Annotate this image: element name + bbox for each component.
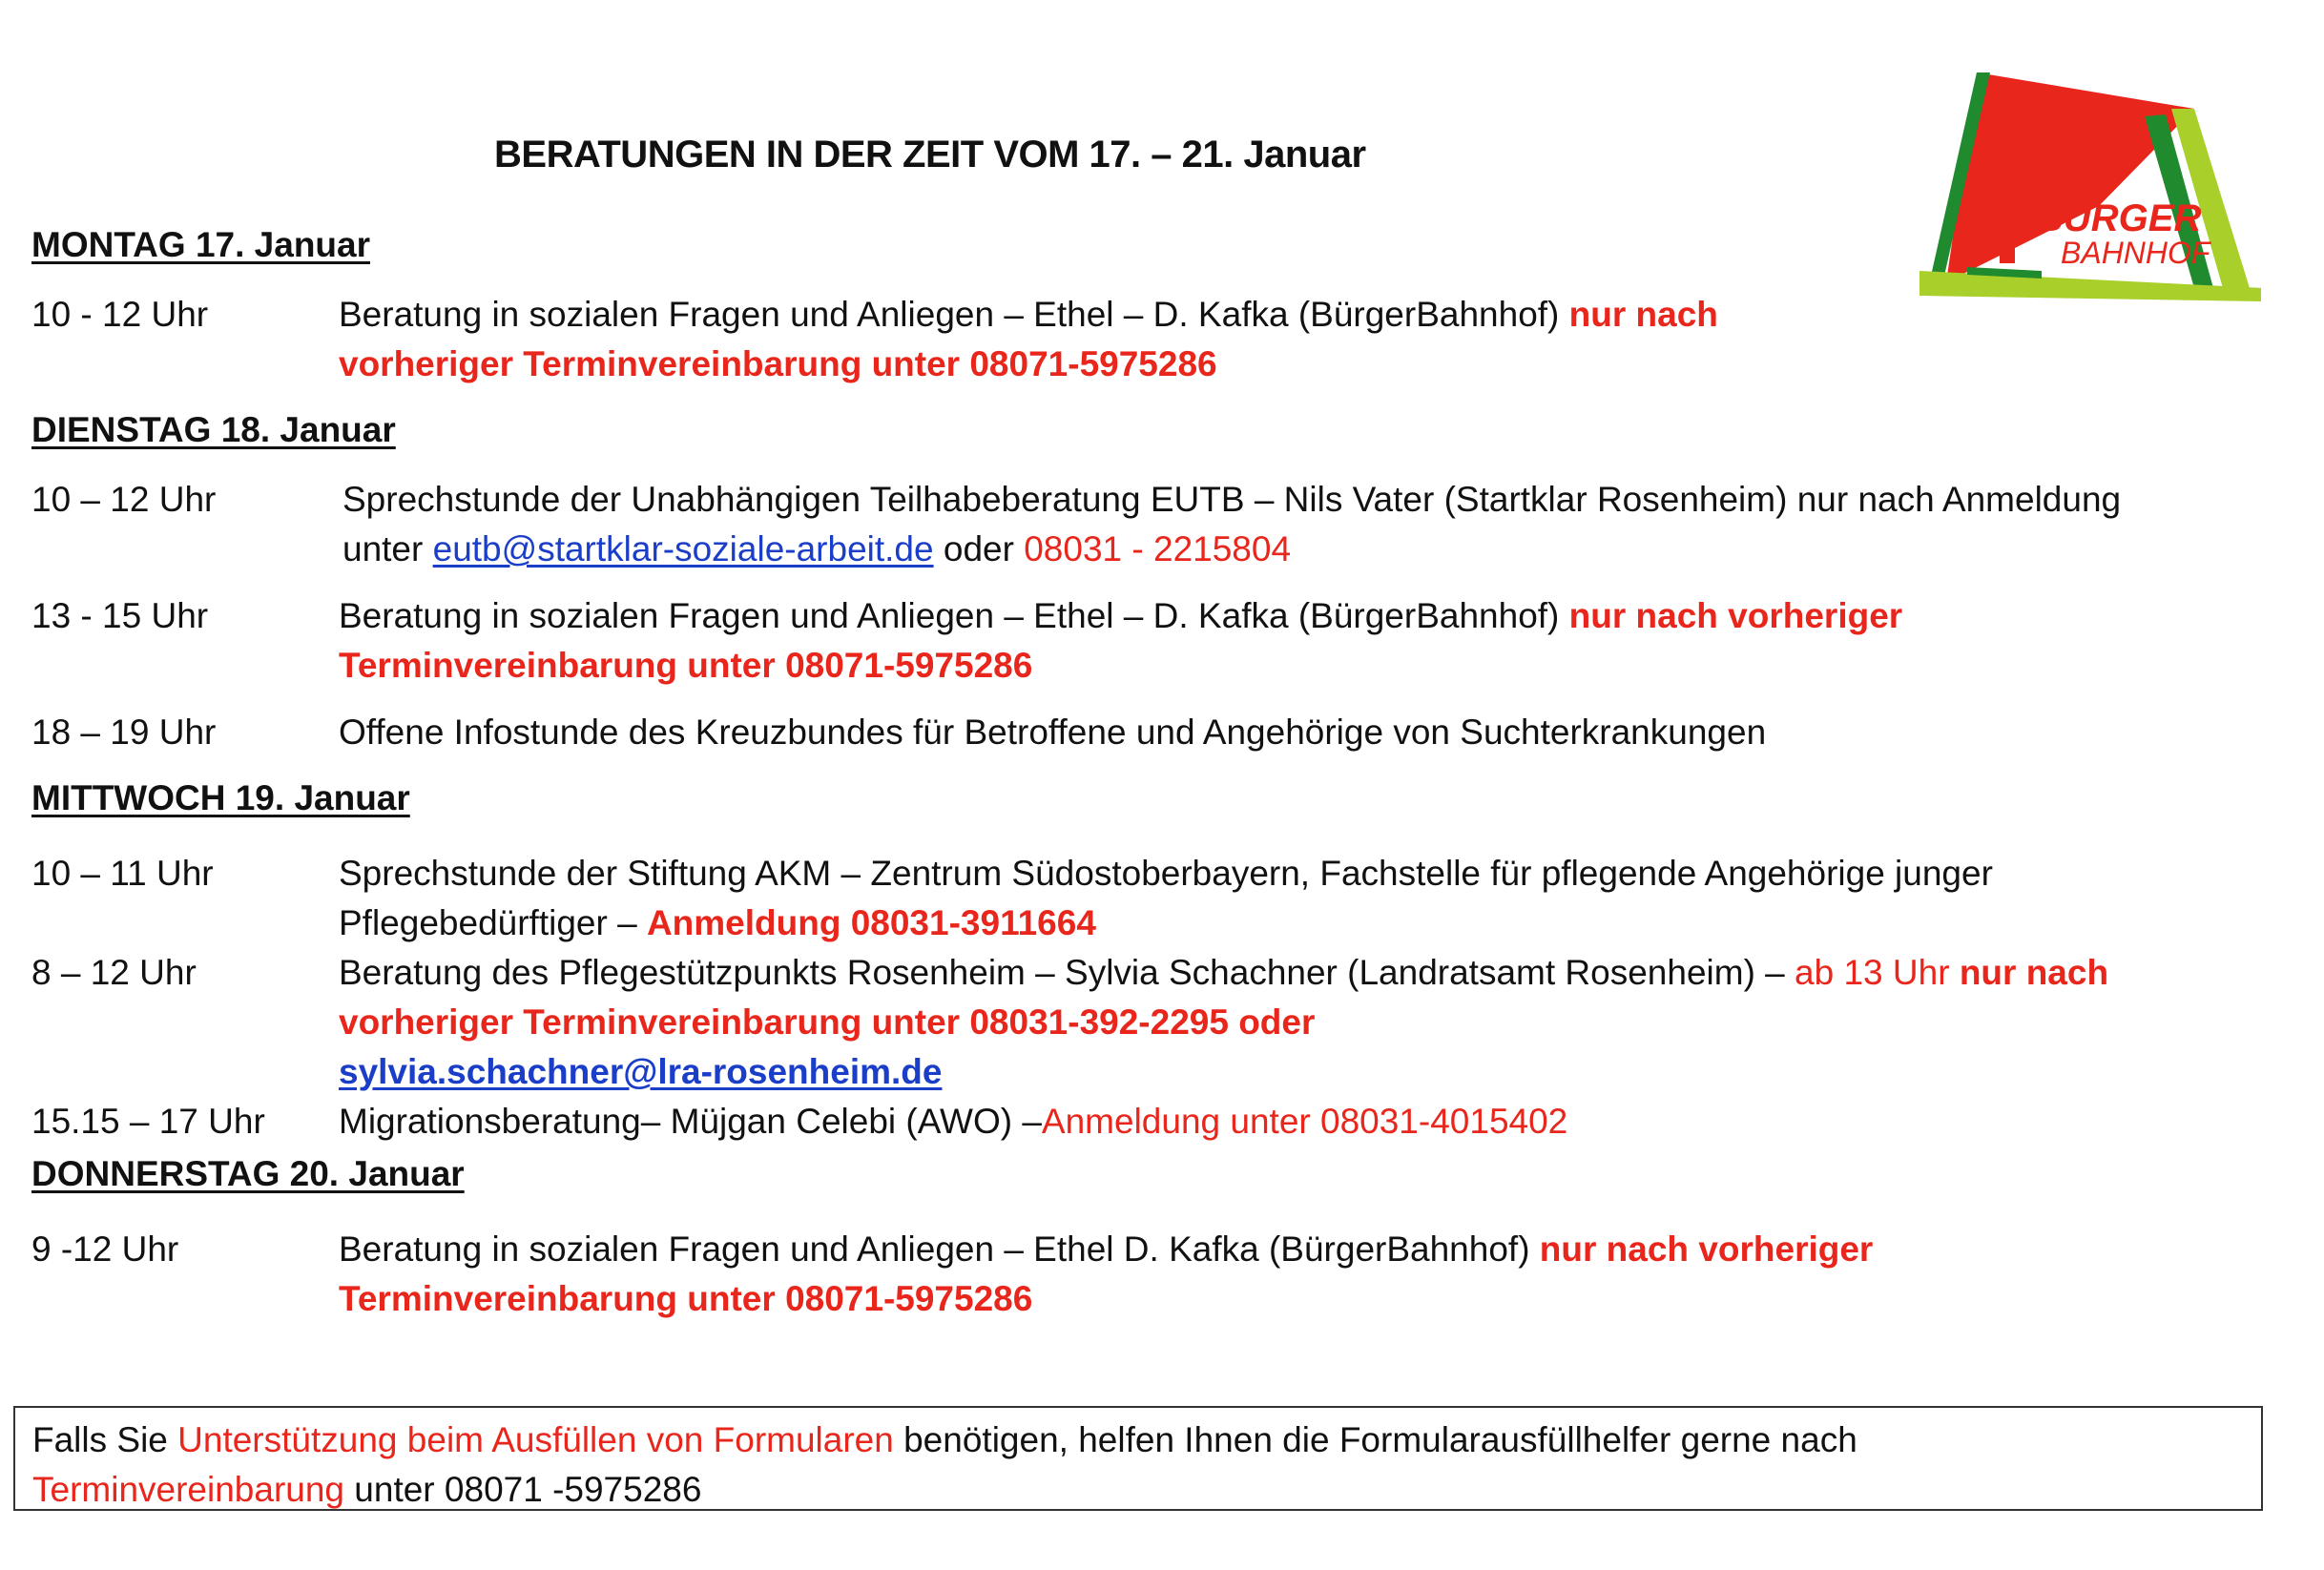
entry-note: nur nach vorheriger <box>1539 1229 1874 1269</box>
entry-description <box>342 475 2231 574</box>
entry-time: 10 - 12 Uhr <box>31 295 209 334</box>
entry-description <box>339 591 2228 691</box>
entry-time: 13 - 15 Uhr <box>31 596 209 635</box>
entry-note-line2: Terminvereinbarung unter 08071-5975286 <box>339 1279 1033 1318</box>
entry-note: nur nach vorheriger <box>1568 596 1903 635</box>
entry-note-line2: Terminvereinbarung unter 08071-5975286 <box>339 646 1033 685</box>
entry-time: 10 – 11 Uhr <box>31 854 214 893</box>
entry-text-line2: Pflegebedürftiger – <box>339 903 647 942</box>
entry-note-line2: vorheriger Terminvereinbarung unter 08031-392-2295 oder <box>339 1002 1316 1042</box>
entry-text-or: oder <box>933 529 1025 568</box>
day-heading-montag: MONTAG 17. Januar <box>31 225 371 264</box>
entry-time: 8 – 12 Uhr <box>31 953 197 992</box>
entry-description <box>339 290 2228 389</box>
entry-text: Sprechstunde der Unabhängigen Teilhabeberatung EUTB – Nils Vater (Startklar Rosenheim) nur nach Anmeldung <box>342 480 2122 519</box>
day-heading-dienstag: DIENSTAG 18. Januar <box>31 410 396 449</box>
footer-text: unter 08071 -5975286 <box>344 1470 702 1509</box>
entry-note: Anmeldung unter 08031-4015402 <box>1041 1102 1568 1141</box>
entry-time: 18 – 19 Uhr <box>31 713 217 752</box>
entry-note: nur nach <box>1959 953 2109 992</box>
entry-text: Migrationsberatung– Müjgan Celebi (AWO) – <box>339 1102 1042 1141</box>
entry-note: nur nach <box>1568 295 1718 334</box>
page-title: BERATUNGEN IN DER ZEIT VOM 17. – 21. Januar <box>494 134 1366 176</box>
entry-text: Beratung in sozialen Fragen und Anliegen – Ethel – D. Kafka (BürgerBahnhof) <box>339 295 1569 334</box>
entry-phone: 08031 - 2215804 <box>1024 529 1292 568</box>
entry-description <box>339 1225 2228 1324</box>
email-link-schachner[interactable]: sylvia.schachner@lra-rosenheim.de <box>339 1052 943 1091</box>
footer-text: benötigen, helfen Ihnen die Formularausfüllhelfer gerne nach <box>893 1420 1857 1459</box>
footer-text: Falls Sie <box>32 1420 178 1459</box>
entry-description <box>339 849 2228 948</box>
email-link-eutb[interactable]: eutb@startklar-soziale-arbeit.de <box>432 529 934 568</box>
entry-text: Sprechstunde der Stiftung AKM – Zentrum Südostoberbayern, Fachstelle für pflegende Angehörige junger <box>339 854 1993 893</box>
entry-time: 9 -12 Uhr <box>31 1229 179 1269</box>
entry-description <box>339 708 2228 757</box>
entry-text: Beratung in sozialen Fragen und Anliegen – Ethel D. Kafka (BürgerBahnhof) <box>339 1229 1540 1269</box>
entry-note: Anmeldung 08031-3911664 <box>646 903 1096 942</box>
entry-text: Offene Infostunde des Kreuzbundes für Betroffene und Angehörige von Suchterkrankungen <box>339 713 1767 752</box>
entry-note-line2: vorheriger Terminvereinbarung unter 08071-5975286 <box>339 344 1217 383</box>
entry-description <box>339 1097 2228 1147</box>
logo-text-buerger: BÜRGER <box>2036 197 2202 239</box>
footer-highlight: Unterstützung beim Ausfüllen von Formularen <box>177 1420 894 1459</box>
entry-time: 10 – 12 Uhr <box>31 480 217 519</box>
footer-info-box <box>13 1406 2263 1511</box>
entry-description <box>339 948 2228 1097</box>
entry-note-plain: ab 13 Uhr <box>1795 953 1960 992</box>
entry-text: Beratung in sozialen Fragen und Anliegen – Ethel – D. Kafka (BürgerBahnhof) <box>339 596 1569 635</box>
day-heading-mittwoch: MITTWOCH 19. Januar <box>31 778 410 817</box>
entry-time: 15.15 – 17 Uhr <box>31 1102 265 1141</box>
logo-text-bahnhof: BAHNHOF <box>2061 236 2210 270</box>
footer-highlight: Terminvereinbarung <box>32 1470 345 1509</box>
buergerbahnhof-logo <box>1908 63 2261 301</box>
day-heading-donnerstag: DONNERSTAG 20. Januar <box>31 1154 465 1193</box>
entry-text-line2: unter <box>342 529 433 568</box>
entry-text: Beratung des Pflegestützpunkts Rosenheim – Sylvia Schachner (Landratsamt Rosenheim) – <box>339 953 1795 992</box>
